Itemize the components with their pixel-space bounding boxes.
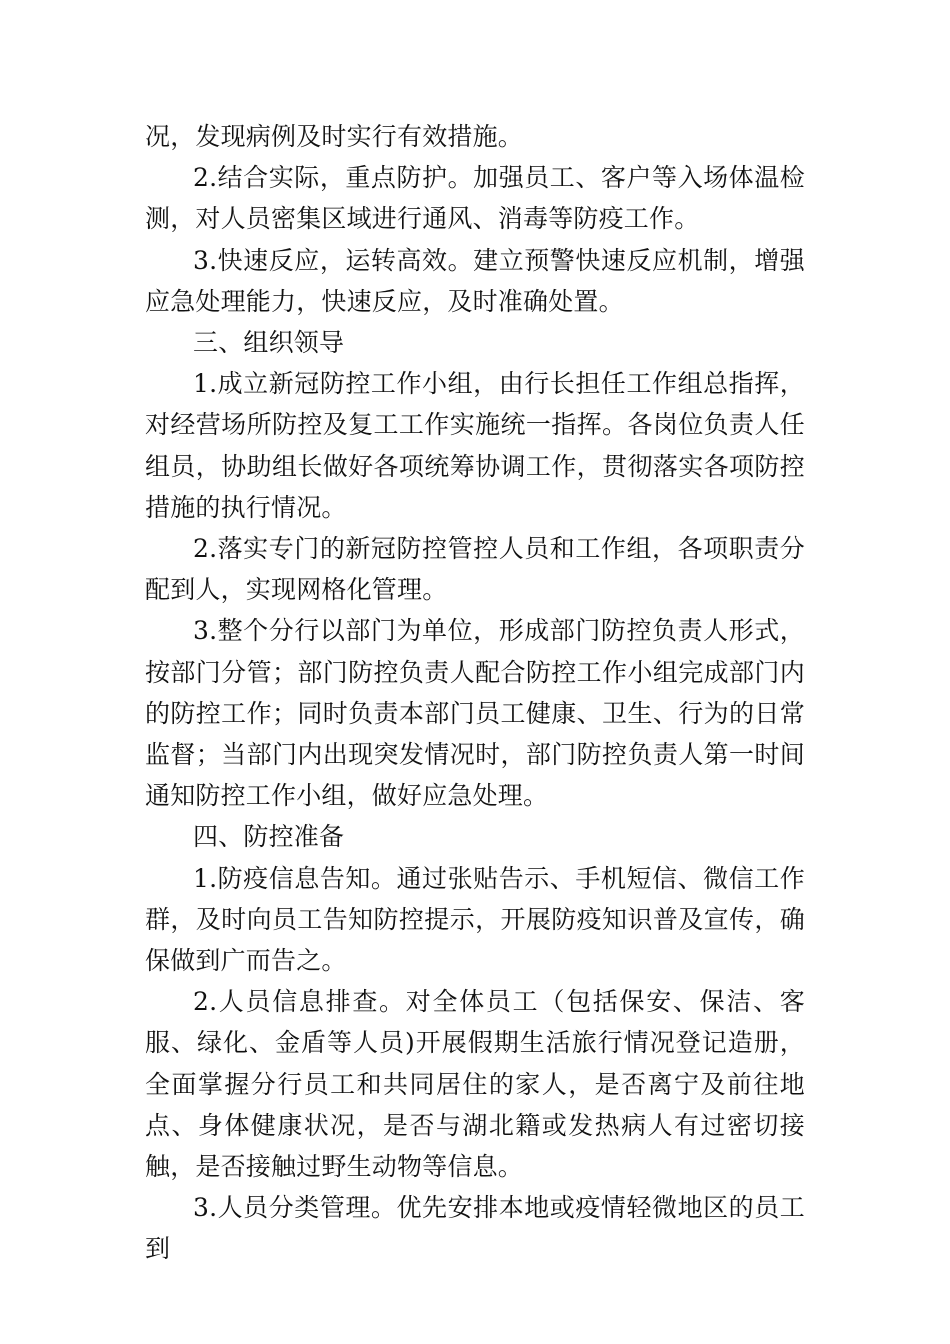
paragraph-point-2-focus-protection: 2.结合实际，重点防护。加强员工、客户等入场体温检测，对人员密集区域进行通风、消毒等防疫工作。 — [145, 163, 805, 234]
paragraph-prep-point-1: 1.防疫信息告知。通过张贴告示、手机短信、微信工作群，及时向员工告知防控提示，开展防疫知识普及宣传，确保做到广而告之。 — [145, 863, 805, 976]
section-heading-preparation: 四、防控准备 — [193, 822, 345, 852]
paragraph-point-3-rapid-response: 3.快速反应，运转高效。建立预警快速反应机制，增强应急处理能力，快速反应，及时准确处置。 — [145, 245, 805, 316]
section-heading-organization: 三、组织领导 — [193, 328, 345, 358]
paragraph-prep-point-3: 3.人员分类管理。优先安排本地或疫情轻微地区的员工到 — [145, 1193, 805, 1264]
paragraph-org-point-1: 1.成立新冠防控工作小组，由行长担任工作组总指挥，对经营场所防控及复工工作实施统一指挥。各岗位负责人任组员，协助组长做好各项统筹协调工作，贯彻落实各项防控措施的执行情况。 — [145, 369, 805, 522]
document-body — [145, 116, 805, 1270]
paragraph-org-point-3: 3.整个分行以部门为单位，形成部门防控负责人形式，按部门分管；部门防控负责人配合防控工作小组完成部门内的防控工作；同时负责本部门员工健康、卫生、行为的日常监督；当部门内出现突发情况时，部门防控负责人第一时间通知防控工作小组，做好应急处理。 — [145, 616, 805, 811]
paragraph-prep-point-2: 2.人员信息排查。对全体员工（包括保安、保洁、客服、绿化、金盾等人员)开展假期生活旅行情况登记造册，全面掌握分行员工和共同居住的家人，是否离宁及前往地点、身体健康状况，是否与湖北籍或发热病人有过密切接触，是否接触过野生动物等信息。 — [145, 987, 805, 1182]
paragraph-continuation: 况，发现病例及时实行有效措施。 — [145, 122, 524, 151]
paragraph-org-point-2: 2.落实专门的新冠防控管控人员和工作组，各项职责分配到人，实现网格化管理。 — [145, 534, 805, 605]
